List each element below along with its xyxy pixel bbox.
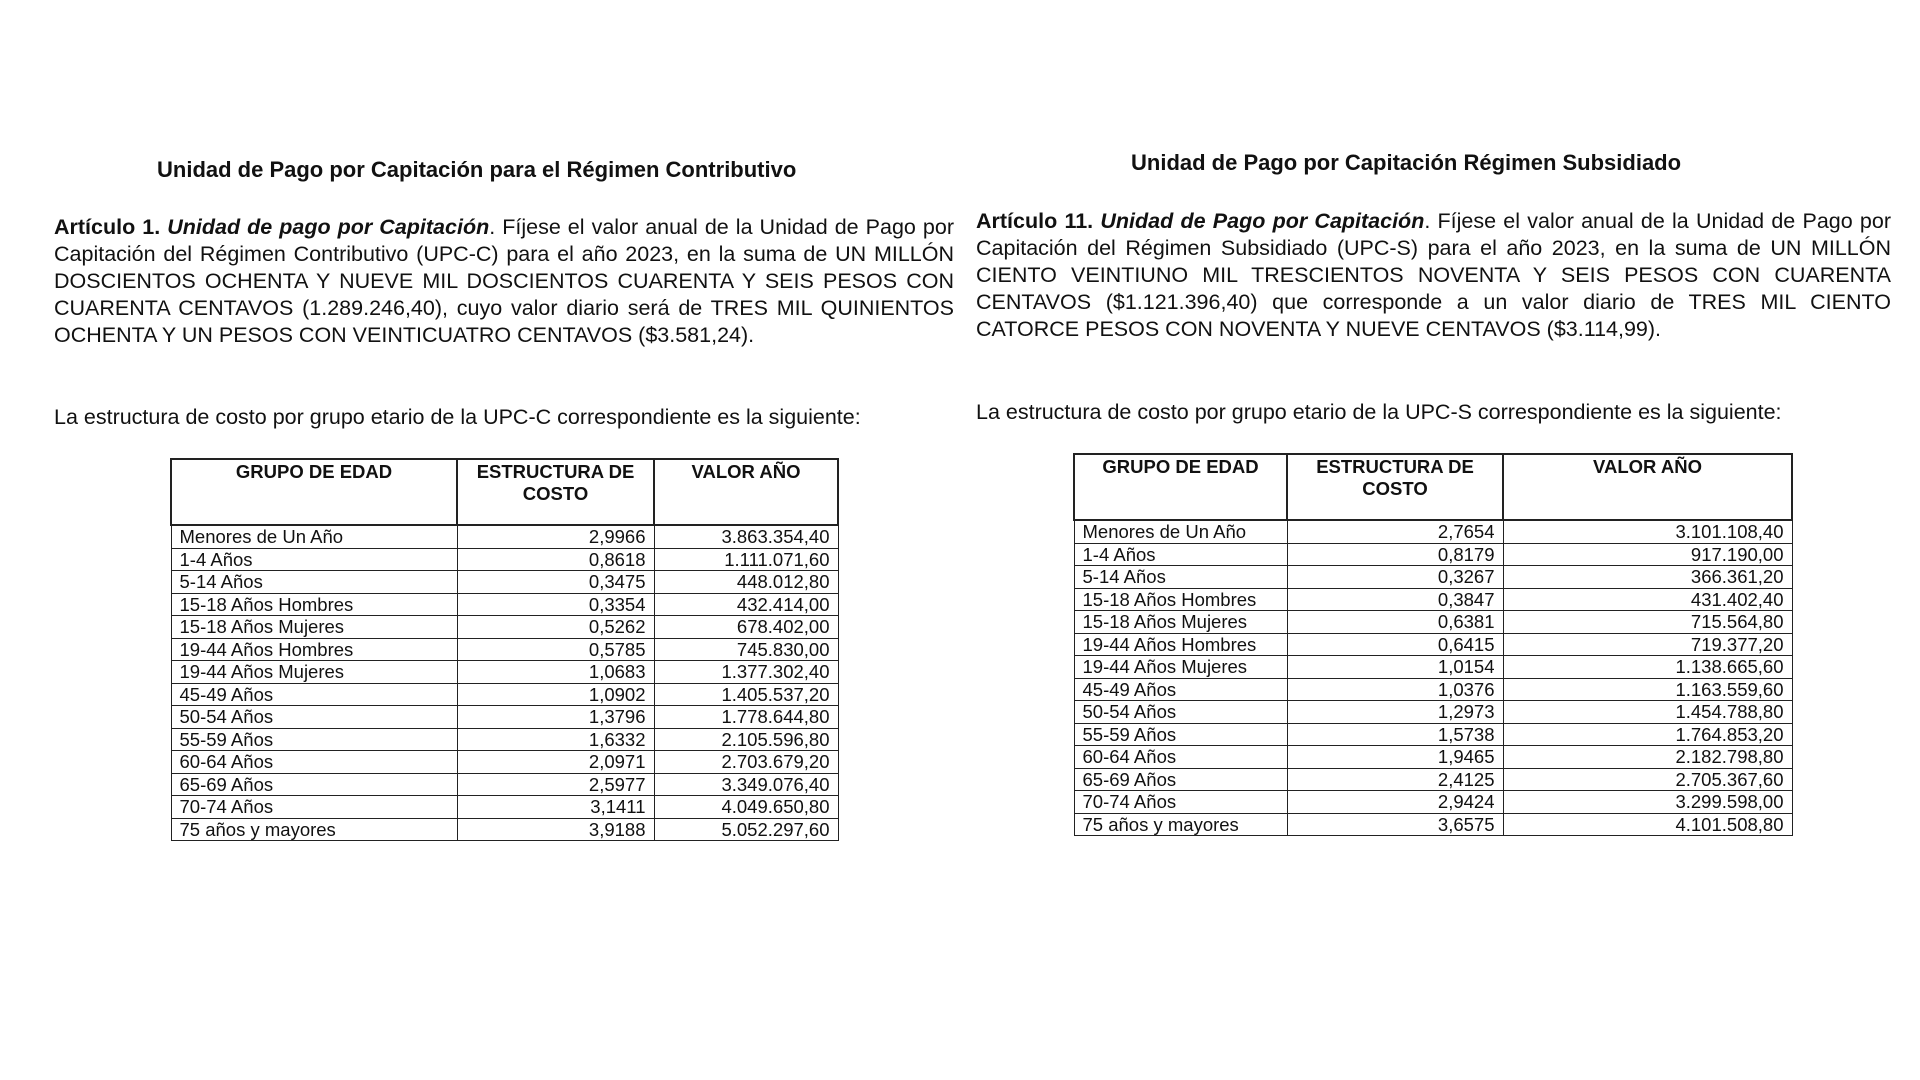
- table-row: [171, 638, 838, 661]
- age-group-cell: 5-14 Años: [1074, 566, 1287, 589]
- annual-value-cell: 448.012,80: [654, 571, 838, 594]
- article-number: Artículo 11.: [976, 209, 1094, 233]
- cost-structure-cell: 2,5977: [457, 773, 654, 796]
- table-row: [1074, 566, 1792, 589]
- table-row: [1074, 633, 1792, 656]
- annual-value-cell: 1.163.559,60: [1503, 678, 1792, 701]
- annual-value-cell: 917.190,00: [1503, 543, 1792, 566]
- age-group-cell: 50-54 Años: [1074, 701, 1287, 724]
- table-row: [171, 571, 838, 594]
- cost-structure-cell: 2,4125: [1287, 768, 1503, 791]
- table-intro: La estructura de costo por grupo etario de la UPC-C correspondiente es la siguiente:: [54, 405, 861, 429]
- cost-structure-cell: 1,5738: [1287, 723, 1503, 746]
- article-title: Unidad de Pago por Capitación: [1100, 209, 1425, 233]
- annual-value-cell: 2.705.367,60: [1503, 768, 1792, 791]
- article-body: . Fíjese el valor anual de la Unidad de Pago por Capitación del Régimen Contributivo (UPC-C) para el año 2023, en la suma de UN MILLÓN DOSCIENTOS OCHENTA Y NUEVE MIL DOSCIENTOS CUARENTA Y SEIS PESOS CON CUARENTA CENTAVOS (1.289.246,40), cuyo valor diario será de TRES MIL QUINIENTOS OCHENTA Y UN PESOS CON VEINTICUATRO CENTAVOS ($3.581,24).: [54, 215, 954, 347]
- table-row: [1074, 791, 1792, 814]
- table-row: [171, 751, 838, 774]
- annual-value-cell: 1.405.537,20: [654, 683, 838, 706]
- age-group-cell: 45-49 Años: [171, 683, 457, 706]
- age-group-cell: 70-74 Años: [1074, 791, 1287, 814]
- table-row: [171, 728, 838, 751]
- age-group-cell: 55-59 Años: [171, 728, 457, 751]
- table-row: [1074, 588, 1792, 611]
- table-row: [171, 706, 838, 729]
- cost-structure-cell: 3,6575: [1287, 813, 1503, 836]
- cost-structure-cell: 1,6332: [457, 728, 654, 751]
- header-cost-structure: ESTRUCTURA DE COSTO: [1287, 454, 1503, 520]
- table-row: [171, 796, 838, 819]
- age-group-cell: Menores de Un Año: [171, 525, 457, 548]
- header-annual-value: VALOR AÑO: [1503, 454, 1792, 520]
- cost-table-contributivo: [170, 458, 839, 841]
- annual-value-cell: 3.101.108,40: [1503, 520, 1792, 543]
- annual-value-cell: 1.111.071,60: [654, 548, 838, 571]
- age-group-cell: 60-64 Años: [171, 751, 457, 774]
- age-group-cell: 60-64 Años: [1074, 746, 1287, 769]
- annual-value-cell: 4.049.650,80: [654, 796, 838, 819]
- cost-structure-cell: 3,9188: [457, 818, 654, 841]
- article-number: Artículo 1.: [54, 215, 161, 239]
- header-cost-structure: ESTRUCTURA DE COSTO: [457, 459, 654, 525]
- annual-value-cell: 1.778.644,80: [654, 706, 838, 729]
- table-row: [1074, 723, 1792, 746]
- annual-value-cell: 3.349.076,40: [654, 773, 838, 796]
- cost-structure-cell: 1,0902: [457, 683, 654, 706]
- table-row: [1074, 543, 1792, 566]
- cost-structure-cell: 1,3796: [457, 706, 654, 729]
- age-group-cell: 15-18 Años Hombres: [1074, 588, 1287, 611]
- table-row: [171, 683, 838, 706]
- age-group-cell: 19-44 Años Hombres: [171, 638, 457, 661]
- age-group-cell: 19-44 Años Hombres: [1074, 633, 1287, 656]
- annual-value-cell: 2.182.798,80: [1503, 746, 1792, 769]
- table-row: [1074, 678, 1792, 701]
- table-row: [1074, 656, 1792, 679]
- cost-structure-cell: 2,0971: [457, 751, 654, 774]
- table-row: [171, 773, 838, 796]
- age-group-cell: 1-4 Años: [171, 548, 457, 571]
- cost-structure-cell: 1,0683: [457, 661, 654, 684]
- table-row: [1074, 520, 1792, 543]
- annual-value-cell: 366.361,20: [1503, 566, 1792, 589]
- table-row: [171, 593, 838, 616]
- cost-structure-cell: 2,7654: [1287, 520, 1503, 543]
- cost-structure-cell: 3,1411: [457, 796, 654, 819]
- age-group-cell: 15-18 Años Hombres: [171, 593, 457, 616]
- table-row: [171, 548, 838, 571]
- age-group-cell: 70-74 Años: [171, 796, 457, 819]
- age-group-cell: 1-4 Años: [1074, 543, 1287, 566]
- annual-value-cell: 1.138.665,60: [1503, 656, 1792, 679]
- age-group-cell: Menores de Un Año: [1074, 520, 1287, 543]
- age-group-cell: 15-18 Años Mujeres: [171, 616, 457, 639]
- age-group-cell: 50-54 Años: [171, 706, 457, 729]
- cost-structure-cell: 0,3847: [1287, 588, 1503, 611]
- table-row: [1074, 813, 1792, 836]
- article-11-paragraph: [976, 208, 1891, 343]
- age-group-cell: 55-59 Años: [1074, 723, 1287, 746]
- section-heading-subsidiado: Unidad de Pago por Capitación Régimen Subsidiado: [1131, 150, 1682, 175]
- article-body: . Fíjese el valor anual de la Unidad de Pago por Capitación del Régimen Subsidiado (UPC-S) para el año 2023, en la suma de UN MILLÓN CIENTO VEINTIUNO MIL TRESCIENTOS NOVENTA Y SEIS PESOS CON CUARENTA CENTAVOS ($1.121.396,40) que corresponde a un valor diario de TRES MIL CIENTO CATORCE PESOS CON NOVENTA Y NUEVE CENTAVOS ($3.114,99).: [976, 209, 1891, 341]
- annual-value-cell: 4.101.508,80: [1503, 813, 1792, 836]
- annual-value-cell: 678.402,00: [654, 616, 838, 639]
- cost-structure-cell: 0,5262: [457, 616, 654, 639]
- annual-value-cell: 1.454.788,80: [1503, 701, 1792, 724]
- age-group-cell: 15-18 Años Mujeres: [1074, 611, 1287, 634]
- table-row: [171, 525, 838, 548]
- age-group-cell: 19-44 Años Mujeres: [171, 661, 457, 684]
- table-row: [1074, 701, 1792, 724]
- cost-structure-cell: 0,8179: [1287, 543, 1503, 566]
- annual-value-cell: 3.863.354,40: [654, 525, 838, 548]
- age-group-cell: 75 años y mayores: [171, 818, 457, 841]
- age-group-cell: 75 años y mayores: [1074, 813, 1287, 836]
- age-group-cell: 45-49 Años: [1074, 678, 1287, 701]
- age-group-cell: 65-69 Años: [171, 773, 457, 796]
- header-age-group: GRUPO DE EDAD: [171, 459, 457, 525]
- annual-value-cell: 3.299.598,00: [1503, 791, 1792, 814]
- annual-value-cell: 1.764.853,20: [1503, 723, 1792, 746]
- header-annual-value: VALOR AÑO: [654, 459, 838, 525]
- table-row: [171, 661, 838, 684]
- cost-table-subsidiado: [1073, 453, 1793, 836]
- cost-structure-cell: 1,0376: [1287, 678, 1503, 701]
- table-row: [171, 818, 838, 841]
- annual-value-cell: 745.830,00: [654, 638, 838, 661]
- cost-structure-cell: 2,9424: [1287, 791, 1503, 814]
- cost-structure-cell: 0,6381: [1287, 611, 1503, 634]
- header-age-group: GRUPO DE EDAD: [1074, 454, 1287, 520]
- cost-structure-cell: 2,9966: [457, 525, 654, 548]
- article-title: Unidad de pago por Capitación: [167, 215, 490, 239]
- cost-structure-cell: 0,3267: [1287, 566, 1503, 589]
- cost-structure-cell: 0,5785: [457, 638, 654, 661]
- table-body: [1074, 520, 1792, 836]
- annual-value-cell: 431.402,40: [1503, 588, 1792, 611]
- age-group-cell: 65-69 Años: [1074, 768, 1287, 791]
- annual-value-cell: 432.414,00: [654, 593, 838, 616]
- table-row: [1074, 611, 1792, 634]
- table-row: [171, 616, 838, 639]
- cost-structure-cell: 0,8618: [457, 548, 654, 571]
- cost-structure-cell: 1,0154: [1287, 656, 1503, 679]
- annual-value-cell: 1.377.302,40: [654, 661, 838, 684]
- cost-structure-cell: 1,9465: [1287, 746, 1503, 769]
- table-row: [1074, 768, 1792, 791]
- age-group-cell: 19-44 Años Mujeres: [1074, 656, 1287, 679]
- cost-structure-cell: 0,3354: [457, 593, 654, 616]
- cost-structure-cell: 0,6415: [1287, 633, 1503, 656]
- annual-value-cell: 715.564,80: [1503, 611, 1792, 634]
- table-intro: La estructura de costo por grupo etario de la UPC-S correspondiente es la siguiente:: [976, 400, 1782, 424]
- annual-value-cell: 5.052.297,60: [654, 818, 838, 841]
- cost-structure-cell: 0,3475: [457, 571, 654, 594]
- section-heading-contributivo: Unidad de Pago por Capitación para el Régimen Contributivo: [157, 157, 797, 182]
- annual-value-cell: 719.377,20: [1503, 633, 1792, 656]
- annual-value-cell: 2.105.596,80: [654, 728, 838, 751]
- table-body: [171, 525, 838, 841]
- article-1-paragraph: [54, 214, 954, 349]
- annual-value-cell: 2.703.679,20: [654, 751, 838, 774]
- table-row: [1074, 746, 1792, 769]
- age-group-cell: 5-14 Años: [171, 571, 457, 594]
- cost-structure-cell: 1,2973: [1287, 701, 1503, 724]
